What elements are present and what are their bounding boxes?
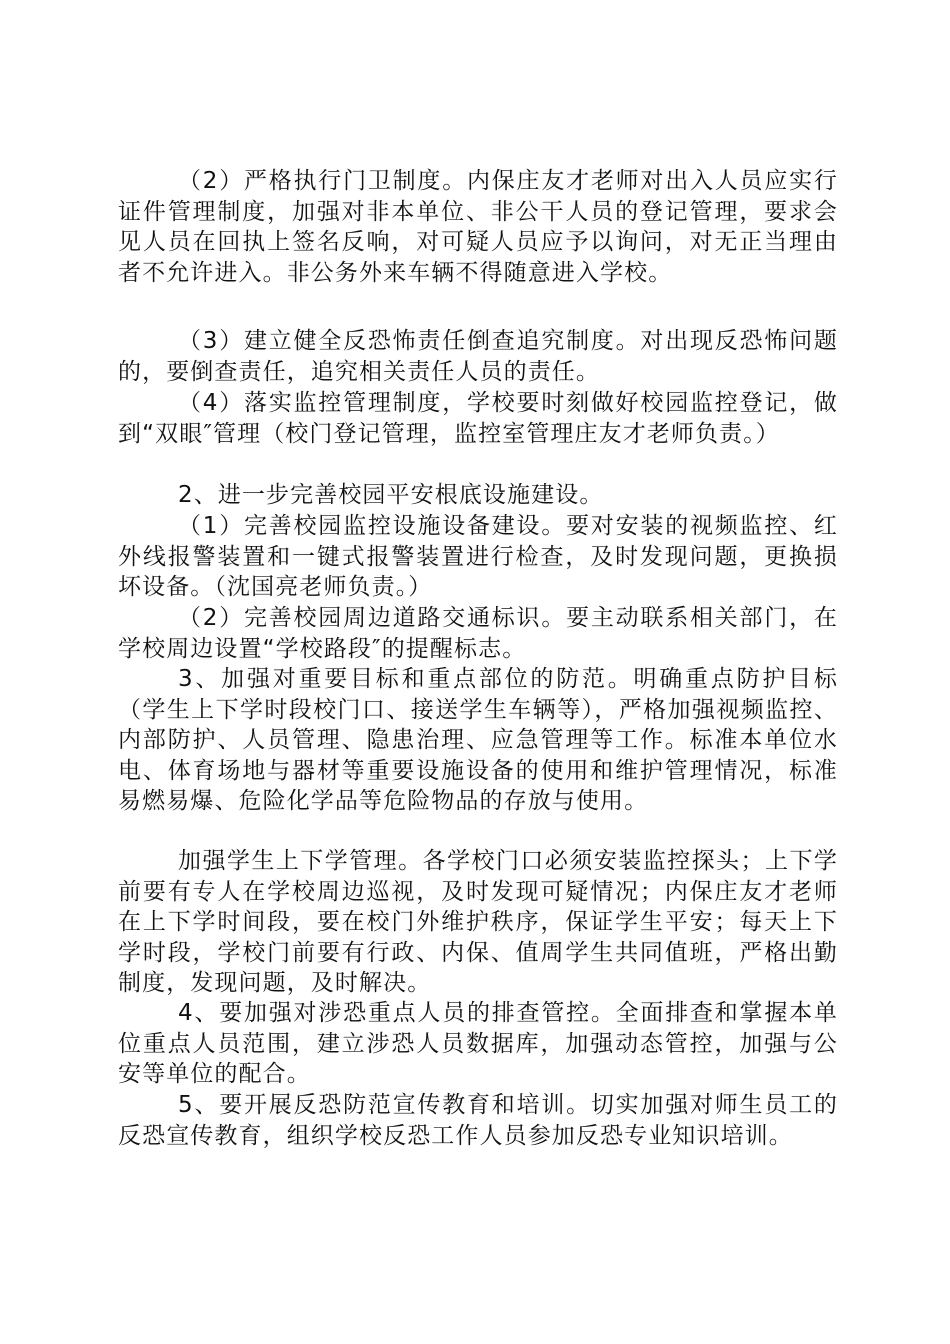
paragraph-accountability-system: （3）建立健全反恐怖责任倒查追究制度。对出现反恐怖问题的，要倒查责任，追究相关责任人员的责任。	[118, 328, 838, 385]
paragraph-student-commute: 加强学生上下学管理。各学校门口必须安装监控探头；上下学前要有专人在学校周边巡视，及时发现可疑情况；内保庄友才老师在上下学时间段，要在校门外维护秩序，保证学生平安；每天上下学时段，学校门前要有行政、内保、值周学生共同值班，严格出勤制度，发现问题，及时解决。	[118, 848, 838, 996]
paragraph-gatekeeper-system: （2）严格执行门卫制度。内保庄友才老师对出入人员应实行证件管理制度，加强对非本单位、非公干人员的登记管理，要求会见人员在回执上签名反响，对可疑人员应予以询问，对无正当理由者不允许进入。非公务外来车辆不得随意进入学校。	[118, 168, 838, 286]
paragraph-education-training: 5、要开展反恐防范宣传教育和培训。切实加强对师生员工的反恐宣传教育，组织学校反恐工作人员参加反恐专业知识培训。	[118, 1092, 838, 1149]
paragraph-key-targets: 3、加强对重要目标和重点部位的防范。明确重点防护目标（学生上下学时段校门口、接送学生车辆等），严格加强视频监控、内部防护、人员管理、隐患治理、应急管理等工作。标准本单位水电、体育场地与器材等重要设施设备的使用和维护管理情况，标准易燃易爆、危险化学品等危险物品的存放与使用。	[118, 666, 838, 814]
paragraph-monitoring-system: （4）落实监控管理制度，学校要时刻做好校园监控登记，做到“双眼″管理（校门登记管理，监控室管理庄友才老师负责。）	[118, 390, 838, 447]
paragraph-surveillance-equipment: （1）完善校园监控设施设备建设。要对安装的视频监控、红外线报警装置和一键式报警装置进行检查，及时发现问题，更换损坏设备。（沈国亮老师负责。）	[118, 513, 838, 600]
paragraph-traffic-signs: （2）完善校园周边道路交通标识。要主动联系相关部门，在学校周边设置“学校路段″的提醒标志。	[118, 605, 838, 662]
paragraph-personnel-screening: 4、要加强对涉恐重点人员的排查管控。全面排查和掌握本单位重点人员范围，建立涉恐人员数据库，加强动态管控，加强与公安等单位的配合。	[118, 1000, 838, 1087]
section-heading-infrastructure: 2、进一步完善校园平安根底设施建设。	[178, 482, 604, 508]
